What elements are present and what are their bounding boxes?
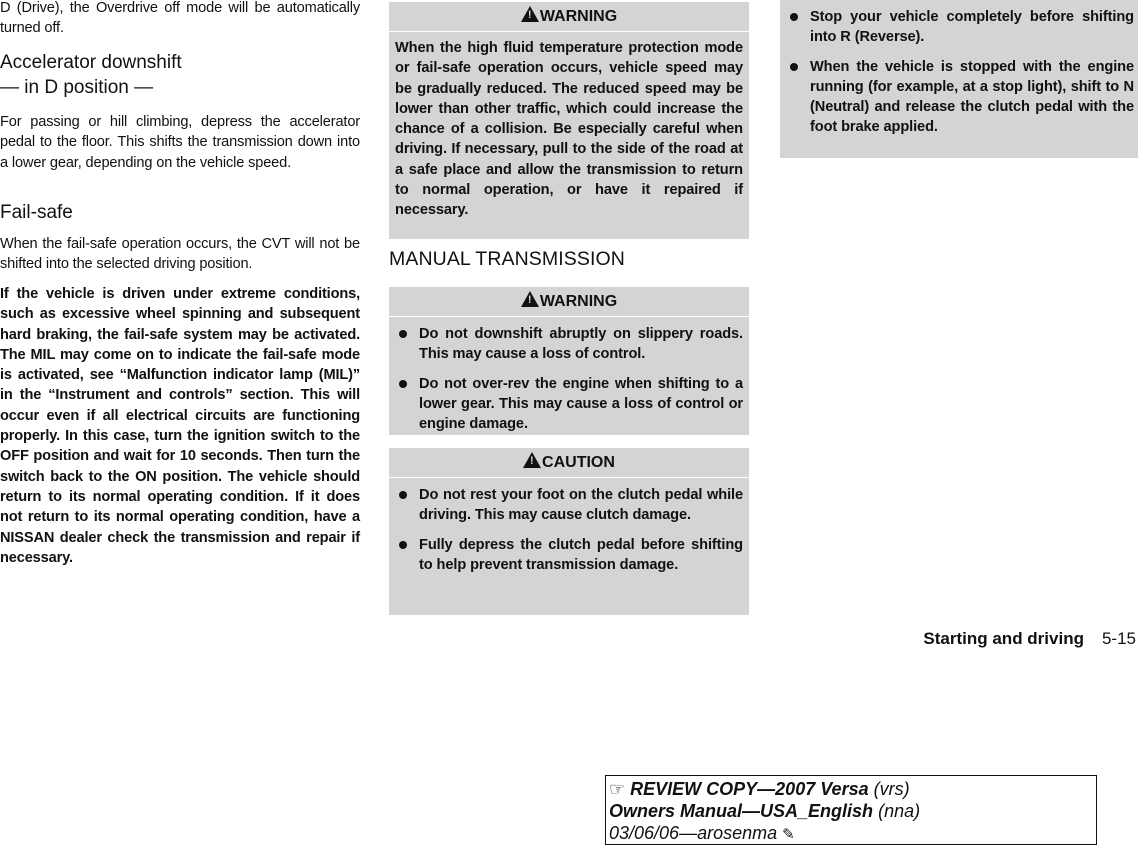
page-footer [923,628,1136,650]
review-copy-code: (vrs) [873,779,910,799]
fail-safe-warning-paragraph: If the vehicle is driven under extreme conditions, such as excessive wheel spinning and subsequent hard braking, the fail-safe system may be activated. The MIL may come on to indicate the fail-safe mode is activated, see “Malfunction indicator lamp (MIL)” in the “Instrument and controls” section. This will occur even if all electrical circuits are functioning properly. In this case, turn the ignition switch to the OFF position and wait for 10 seconds. Then turn the switch back to the ON position. The vehicle should return to its normal operating condition. If it does not return to its normal operating condition, have a NISSAN dealer check the transmission and repair if necessary. [0,286,360,566]
bullet-icon [399,541,407,549]
warning-triangle-icon [521,291,539,307]
warning-label: WARNING [539,8,618,25]
warning-box-manual-transmission [389,287,749,435]
accelerator-downshift-title: Accelerator downshift [0,52,182,73]
review-date-author: 03/06/06—arosenma [609,823,778,843]
bullet-icon [399,380,407,388]
accelerator-downshift-paragraph: For passing or hill climbing, depress the accelerator pedal to the floor. This shifts the transmission down into a lower gear, depending on the vehicle speed. [0,114,360,171]
warning-header [389,2,749,32]
list-item: Stop your vehicle completely before shifting into R (Reverse). [786,7,1134,48]
review-line-1 [609,778,1096,800]
warning-triangle-icon [521,6,539,22]
review-line-3 [609,822,1096,846]
bullet-icon [399,491,407,499]
list-item: Fully depress the clutch pedal before shifting to help prevent transmission damage. [395,535,743,576]
review-copy-stamp [605,775,1097,845]
warning-list [389,317,749,434]
intro-paragraph: D (Drive), the Overdrive off mode will be automatically turned off. [0,0,360,37]
caution-label: CAUTION [542,454,615,471]
list-item: When the vehicle is stopped with the engine running (for example, at a stop light), shift to N (Neutral) and release the clutch pedal with the foot brake applied. [786,57,1134,138]
list-item: Do not downshift abruptly on slippery roads. This may cause a loss of control. [395,324,743,365]
bullet-icon [790,13,798,21]
bullet-icon [399,330,407,338]
caution-continued-list [780,0,1138,138]
caution-triangle-icon [523,452,541,468]
caution-list [389,478,749,575]
list-item: Do not rest your foot on the clutch pedal while driving. This may cause clutch damage. [395,485,743,526]
accelerator-downshift-subtitle: — in D position — [0,77,154,98]
caution-box [389,448,749,615]
page-number: 5-15 [1101,629,1136,648]
review-copy-title: REVIEW COPY—2007 Versa [630,779,869,799]
manual-code: (nna) [878,801,921,821]
fail-safe-title: Fail-safe [0,202,73,223]
continued-caution-box [780,0,1138,158]
list-item: Do not over-rev the engine when shifting to a lower gear. This may cause a loss of control or engine damage. [395,374,743,435]
pointing-hand-icon: ☞ [609,779,626,799]
review-line-2 [609,800,1096,822]
pencil-icon: ✎ [782,826,795,843]
fail-safe-paragraph: When the fail-safe operation occurs, the CVT will not be shifted into the selected driving position. [0,236,360,273]
section-heading: MANUAL TRANSMISSION [389,248,625,270]
warning-text: When the high fluid temperature protection mode or fail-safe operation occurs, vehicle speed may be gradually reduced. The reduced speed may be lower than other traffic, which could increase the chance of a collision. Be especially careful when driving. If necessary, pull to the side of the road at a safe place and allow the transmission to return to normal operation, or have it repaired if necessary. [395,40,743,219]
footer-section-title: Starting and driving [923,629,1084,648]
bullet-icon [790,63,798,71]
warning-label: WARNING [539,293,618,310]
caution-header [389,448,749,478]
manual-title: Owners Manual—USA_English [609,801,874,821]
warning-header [389,287,749,317]
warning-box-fluid-temperature [389,2,749,239]
